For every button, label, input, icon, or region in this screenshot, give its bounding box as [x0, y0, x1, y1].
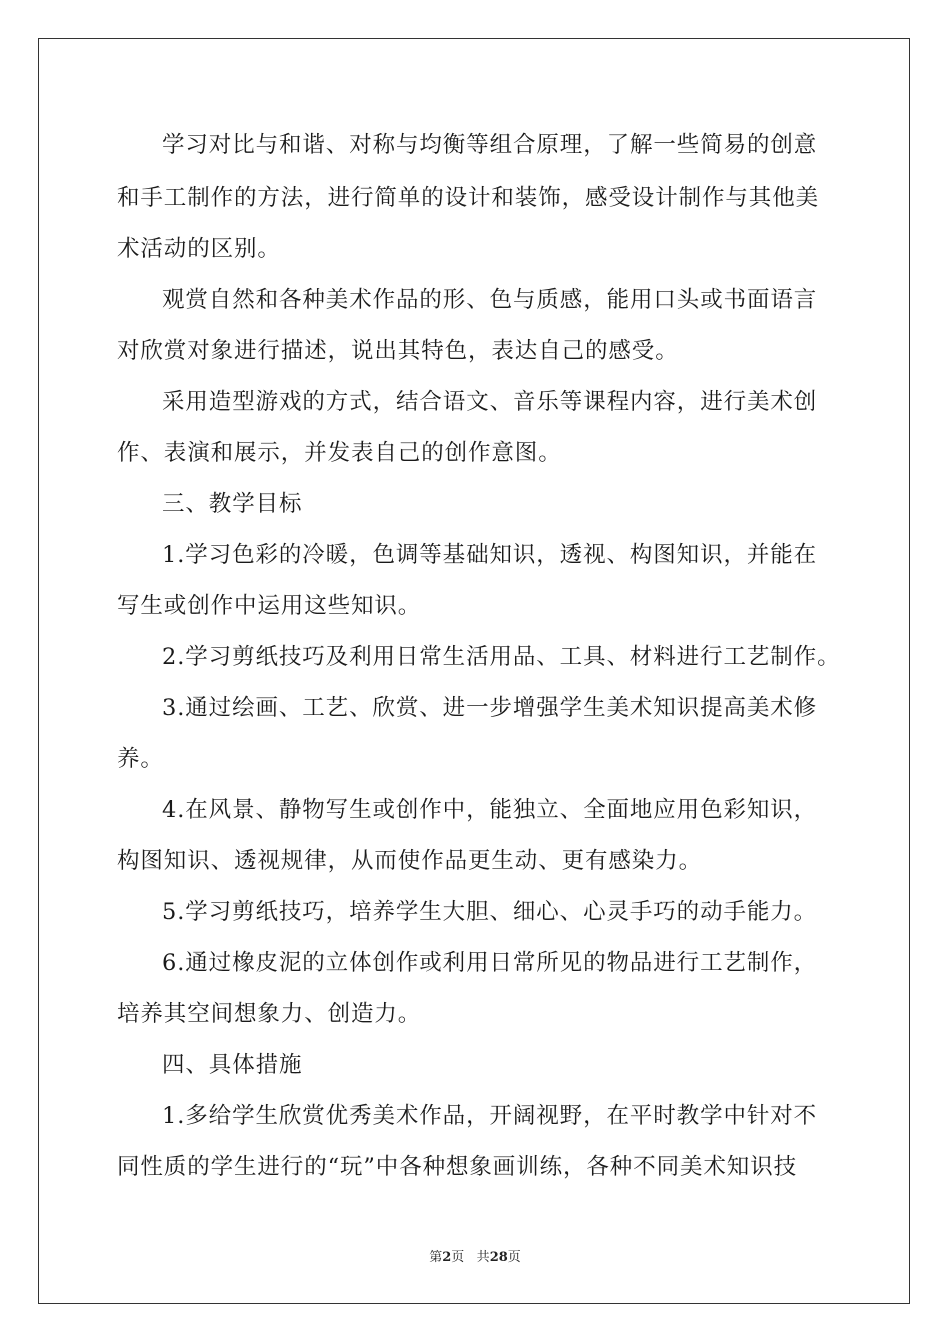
paragraph-line: 5.学习剪纸技巧，培养学生大胆、细心、心灵手巧的动手能力。 [162, 899, 818, 925]
paragraph-line: 和手工制作的方法，进行简单的设计和装饰，感受设计制作与其他美 [117, 185, 820, 211]
paragraph-line: 1.学习色彩的冷暖，色调等基础知识，透视、构图知识，并能在 [162, 542, 818, 568]
paragraph-line: 学习对比与和谐、对称与均衡等组合原理，了解一些简易的创意 [162, 132, 818, 158]
paragraph-line: 作、表演和展示，并发表自己的创作意图。 [117, 440, 562, 466]
page-number-footer [0, 1246, 950, 1265]
footer-page-unit: 页 [451, 1250, 465, 1265]
footer-total-unit: 页 [507, 1250, 521, 1265]
paragraph-line: 6.通过橡皮泥的立体创作或利用日常所见的物品进行工艺制作， [162, 950, 818, 976]
total-page-count: 28 [489, 1250, 508, 1265]
paragraph-line: 1.多给学生欣赏优秀美术作品，开阔视野，在平时教学中针对不 [162, 1103, 818, 1129]
current-page-number: 2 [442, 1250, 452, 1265]
paragraph-line: 养。 [117, 746, 164, 772]
footer-total-prefix: 共 [476, 1250, 490, 1265]
section-heading: 三、教学目标 [162, 491, 303, 517]
paragraph-line: 培养其空间想象力、创造力。 [117, 1001, 422, 1027]
paragraph-line: 写生或创作中运用这些知识。 [117, 593, 422, 619]
paragraph-line: 同性质的学生进行的“玩”中各种想象画训练，各种不同美术知识技 [117, 1154, 798, 1180]
paragraph-line: 3.通过绘画、工艺、欣赏、进一步增强学生美术知识提高美术修 [162, 695, 818, 721]
paragraph-line: 4.在风景、静物写生或创作中，能独立、全面地应用色彩知识， [162, 797, 818, 823]
paragraph-line: 构图知识、透视规律，从而使作品更生动、更有感染力。 [117, 848, 703, 874]
paragraph-line: 观赏自然和各种美术作品的形、色与质感，能用口头或书面语言 [162, 287, 818, 313]
footer-prefix: 第 [429, 1250, 443, 1265]
paragraph-line: 术活动的区别。 [117, 236, 281, 262]
paragraph-line: 2.学习剪纸技巧及利用日常生活用品、工具、材料进行工艺制作。 [162, 644, 841, 670]
paragraph-line: 对欣赏对象进行描述，说出其特色，表达自己的感受。 [117, 338, 679, 364]
paragraph-line: 采用造型游戏的方式，结合语文、音乐等课程内容，进行美术创 [162, 389, 818, 415]
section-heading: 四、具体措施 [162, 1052, 303, 1078]
